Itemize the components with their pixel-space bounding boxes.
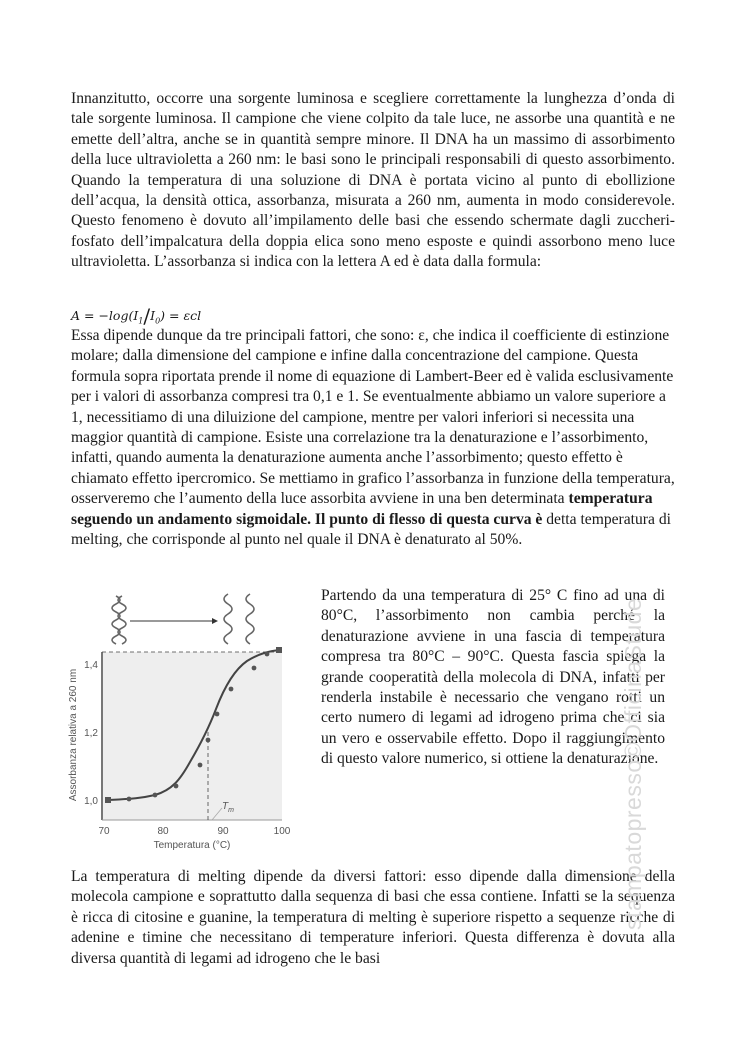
svg-text:1,0: 1,0	[84, 796, 98, 807]
plot-area	[102, 652, 282, 820]
x-axis-label: Temperatura (°C)	[153, 840, 231, 851]
beer-lambert-formula	[71, 304, 201, 328]
melting-curve-figure	[62, 590, 302, 852]
tm-label: $T_m$	[222, 801, 234, 814]
svg-text:1,4: 1,4	[84, 660, 98, 671]
svg-text:90: 90	[217, 826, 229, 837]
p2-text: Essa dipende dunque da tre principali fattori, che sono: ε, che indica il coefficiente di estinzione molare; dalla dimensione del campione e infine dalla concentrazione del campione. Questa formula sopra riportata prende il nome di equazione di Lambert-Beer ed è valida esclusivamente per i valori di assorbanza compresi tra 0,1 e 1. Se eventualmente abbiamo un valore superiore a 1, necessitiamo di una diluizione del campione, mentre per valori inferiori si necessita una maggior quantità di campione. Esiste una correlazione tra la denaturazione e l’assorbimento, infatti, quando aumenta la denaturazione aumenta anche l’assorbimento; questo effetto è chiamato effetto ipercromico. Se mettiamo in grafico l’assorbanza in funzione della temperatura, osserveremo che l’aumento della luce assorbita avviene in una ben determinata	[71, 327, 675, 508]
single-strand-icon	[246, 594, 254, 644]
formula-sub1: 1	[138, 316, 144, 326]
double-helix-icon	[112, 596, 126, 644]
watermark: stampatopresso©OfficinaStude	[620, 597, 646, 930]
formula-sub0: 0	[155, 316, 161, 326]
formula-slash: /	[143, 304, 151, 328]
paragraph-denaturation-range: Partendo da una temperatura di 25° C fino ad una di 80°C, l’assorbimento non cambia perché la denaturazione avviene in una fascia di temperatura compresa tra 80°C – 90°C. Questa fascia spiega la grande cooperatità della molecola di DNA, infatti per renderla instabile è necessario che vengano rotti un certo numero di legami ad idrogeno prima che ci sia un vero e osservabile effetto. Dopo il raggiungimento di questo valore numerico, si ottiene la denaturazione.	[321, 587, 665, 768]
formula-rhs: ) = εcl	[160, 308, 202, 323]
formula-mid: I	[150, 308, 156, 323]
paragraph-melting-factors: La temperatura di melting dipende da diversi fattori: esso dipende dalla dimensione della molecola campione e soprattutto dalla sequenza di basi che essa contiene. Infatti se la sequenza è ricca di citosine e guanine, la temperatura di melting è superiore rispetto a sequenze ricche di adenine e timine che necessitano di temperature inferiori. Questa differenza è dovuta alla diversa quantità di legami ad idrogeno che le basi	[71, 868, 675, 967]
paragraph-lambert-beer	[71, 326, 675, 550]
melting-curve-chart	[62, 590, 302, 852]
svg-text:1,2: 1,2	[84, 728, 98, 739]
y-axis-label: Assorbanza relativa a 260 nm	[68, 668, 79, 802]
arrow-right-icon	[130, 618, 218, 624]
svg-text:80: 80	[157, 826, 169, 837]
single-strand-icon	[224, 594, 232, 644]
svg-text:100: 100	[273, 826, 291, 837]
p2-bold-text: temperatura seguendo un andamento sigmoidale. Il punto di flesso di questa curva è	[71, 490, 653, 528]
y-tick-labels	[84, 660, 98, 807]
p2-tail-text: detta temperatura di melting, che corrisponde al punto nel quale il DNA è denaturato al 50%.	[71, 510, 671, 549]
formula-lhs: A = −log(I	[71, 308, 139, 323]
x-tick-labels	[98, 826, 290, 837]
svg-text:70: 70	[98, 826, 110, 837]
paragraph-intro: Innanzitutto, occorre una sorgente luminosa e scegliere correttamente la lunghezza d’onda di tale sorgente luminosa. Il campione che viene colpito da tale luce, ne assorbe una quantità e ne emette dell’altra, anche se in quantità sempre minore. Il DNA ha un massimo di assorbimento della luce ultravioletta a 260 nm: le basi sono le principali responsabili di questo assorbimento. Quando la temperatura di una soluzione di DNA è portata vicino al punto di ebollizione dell’acqua, la densità ottica, assorbanza, misurata a 260 nm, aumenta in modo considerevole. Questo fenomeno è dovuto all’impilamento delle basi che essendo schermate dagli zuccheri-fosfato dell’impalcatura della doppia elica sono meno esposte e quindi assorbono meno luce ultravioletta. L’assorbanza si indica con la lettera A ed è data dalla formula:	[71, 90, 675, 271]
